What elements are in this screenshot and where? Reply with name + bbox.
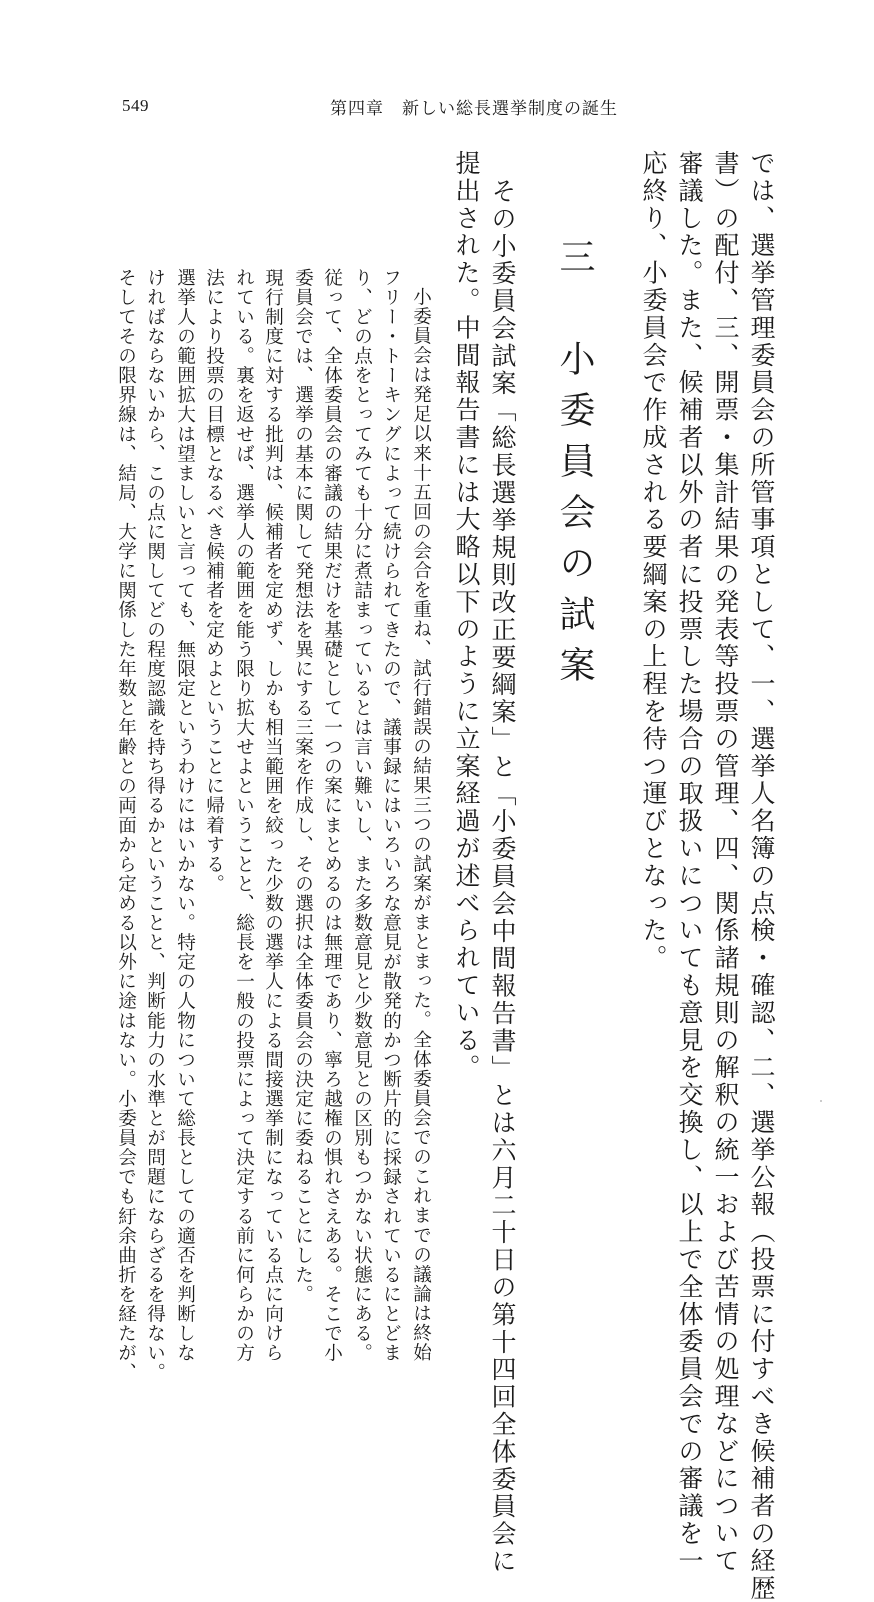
text-column: では、選挙管理委員会の所管事項として、一、選挙人名簿の点検・確認、二、選挙公報（投票に付すべき候補者の経歴 — [747, 150, 776, 1602]
text-column: 法により投票の目標となるべき候補者を定めよということに帰着する。 — [203, 268, 225, 894]
text-column: 書）の配付、三、開票・集計結果の発表等投票の管理、四、関係諸規則の解釈の統一および苦情の処理などについて — [711, 150, 740, 1575]
text-column: ければならないから、この点に関してどの程度認識を持ち得るかということと、判断能力の水準とが問題にならざるを得ない。 — [144, 268, 166, 1383]
text-column: 選挙人の範囲拡大は望ましいと言っても、無限定というわけにはいかない。特定の人物について総長としての適否を判断しな — [174, 268, 196, 1363]
text-column: その小委員会試案「総長選挙規則改正要綱案」と「小委員会中間報告書」とは六月二十日の第十四回全体委員会に — [488, 178, 517, 1576]
scan-speck — [820, 1100, 822, 1102]
text-column: 委員会では、選挙の基本に関して発想法を異にする三案を作成し、その選択は全体委員会の決定に委ねることにした。 — [292, 268, 314, 1305]
text-column: フリー・トーキングによって続けられてきたので、議事録にはいろいろな意見が散発的かつ断片的に採録されているにとどま — [380, 268, 402, 1363]
text-column: 応終り、小委員会で作成される要綱案の上程を待つ運びとなった。 — [639, 150, 668, 972]
text-column: 小委員会は発足以来十五回の会合を重ね、試行錯誤の結果三つの試案がまとまった。全体委員会でのこれまでの議論は終始 — [410, 287, 432, 1363]
text-column: そしてその限界線は、結局、大学に関係した年数と年齢との両面から定める以外に途はない。小委員会でも紆余曲折を経たが、 — [115, 268, 137, 1383]
section-heading: 三 小委員会の試案 — [554, 238, 595, 697]
text-column: り、どの点をとってみても十分に煮詰まっているとは言い難いし、また多数意見と少数意見との区別もつかない状態にある。 — [351, 268, 373, 1363]
text-column: 提出された。中間報告書には大略以下のように立案経過が述べられている。 — [452, 150, 481, 1082]
text-column: れている。裏を返せば、選挙人の範囲を能う限り拡大せよということと、総長を一般の投票によって決定する前に何らかの方 — [233, 268, 255, 1363]
page-number: 549 — [122, 96, 149, 115]
text-column: 審議した。また、候補者以外の者に投票した場合の取扱いについても意見を交換し、以上で全体委員会での審議を一 — [675, 150, 704, 1575]
text-column: 現行制度に対する批判は、候補者を定めず、しかも相当範囲を絞った少数の選挙人による間接選挙制になっている点に向けら — [262, 268, 284, 1363]
text-column: 従って、全体委員会の審議の結果だけを基礎として一つの案にまとめるのは無理であり、寧ろ越権の惧れさえある。そこで小 — [321, 268, 343, 1363]
running-head: 第四章 新しい総長選挙制度の誕生 — [330, 99, 618, 119]
